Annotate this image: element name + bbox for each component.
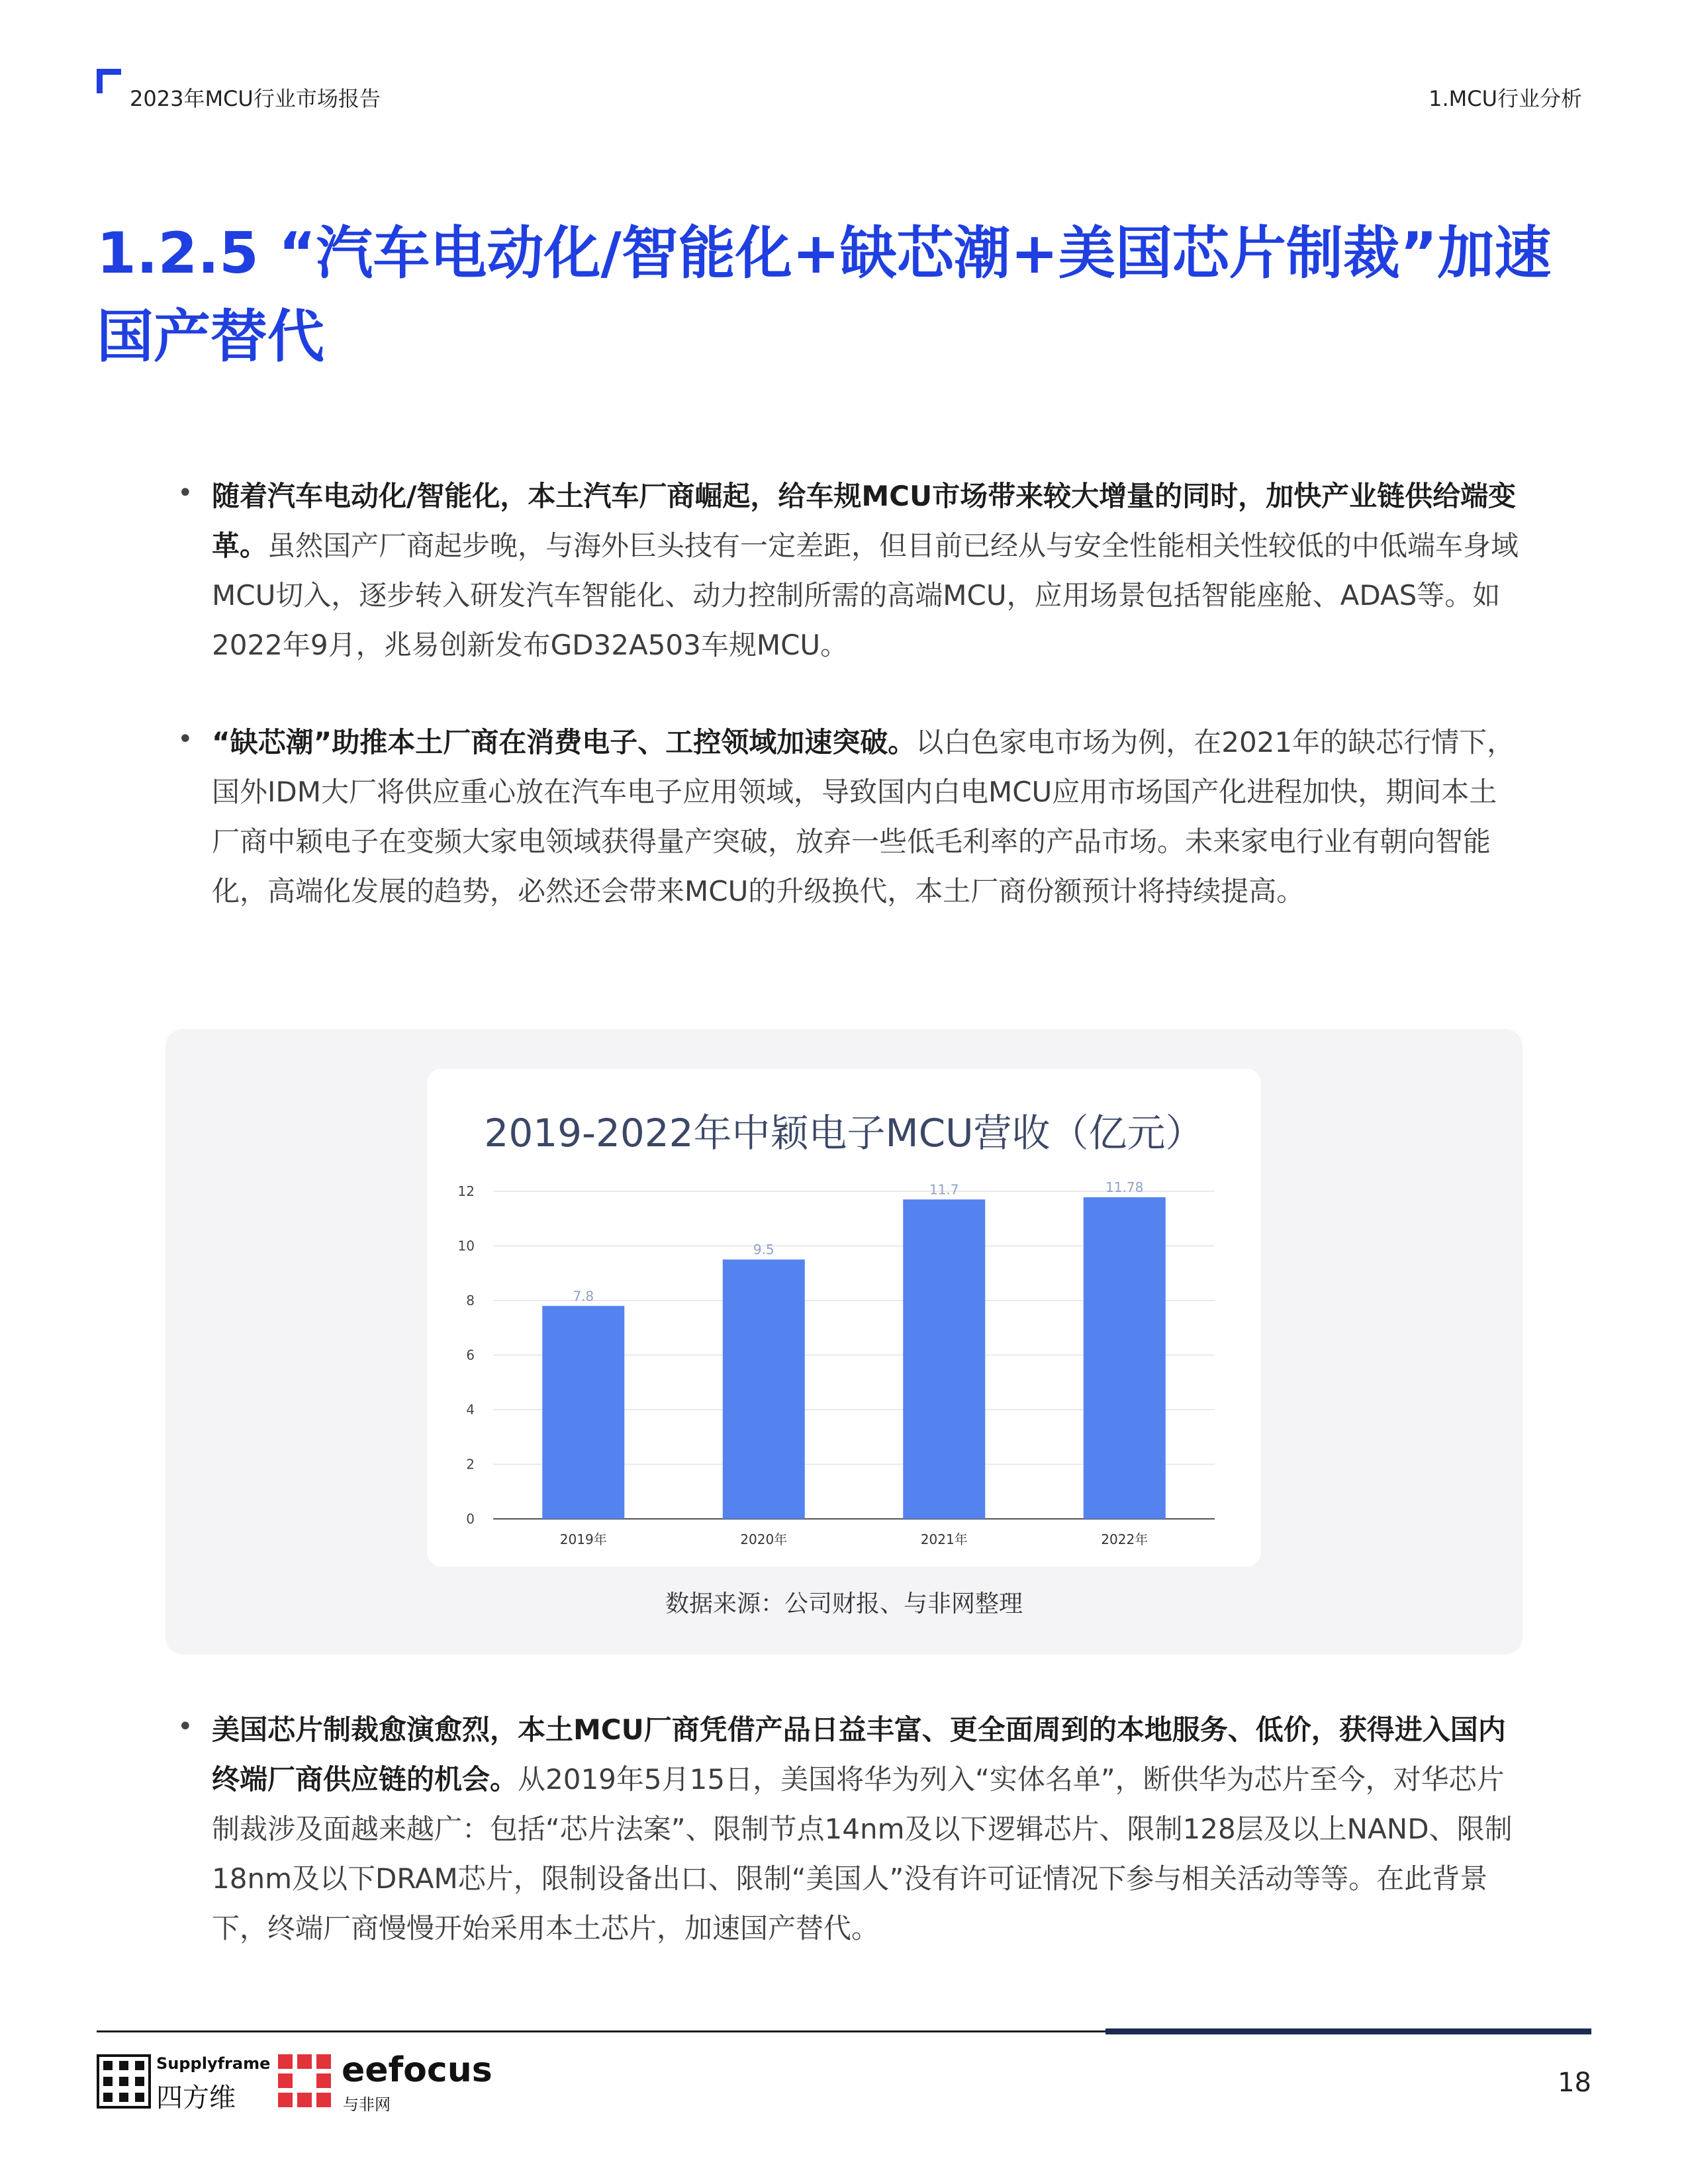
section-title: 1.2.5 “汽车电动化/智能化+缺芯潮+美国芯片制裁”加速国产替代 <box>97 220 1552 370</box>
eefocus-logo-icon <box>278 2054 331 2107</box>
paragraph-1-body: 虽然国产厂商起步晚，与海外巨头技有一定差距，但目前已经从与安全性能相关性较低的中低端车身域MCU切入，逐步转入研发汽车智能化、动力控制所需的高端MCU，应用场景包括智能座舱、ADAS等。如2022年9月，兆易创新发布GD32A503车规MCU。 <box>212 529 1519 661</box>
bar <box>542 1306 624 1519</box>
x-tick-label: 2020年 <box>740 1531 788 1547</box>
data-source: 数据来源：公司财报、与非网整理 <box>665 1590 1023 1617</box>
paragraph-1 <box>212 471 1523 670</box>
paragraph-3-lead: 美国芯片制裁愈演愈烈，本土MCU厂商凭借产品日益丰富、更全面周到的本地服务、低价，获得进入国内终端厂商供应链的机会。 <box>212 1713 1506 1796</box>
y-tick-label: 2 <box>466 1456 475 1473</box>
page-number: 18 <box>1558 2068 1591 2098</box>
bar <box>723 1259 805 1519</box>
header-report-title: 2023年MCU行业市场报告 <box>130 86 381 111</box>
supplyframe-logo-icon <box>97 2054 151 2109</box>
paragraph-1-lead: 随着汽车电动化/智能化，本土汽车厂商崛起，给车规MCU市场带来较大增量的同时，加快产业链供给端变革。 <box>212 480 1517 562</box>
paragraph-2-body: 以白色家电市场为例，在2021年的缺芯行情下，国外IDM大厂将供应重心放在汽车电子应用领域，导致国内白电MCU应用市场国产化进程加快，期间本土厂商中颖电子在变频大家电领域获得量产突破，放弃一些低毛利率的产品市场。未来家电行业有朝向智能化，高端化发展的趋势，必然还会带来MCU的升级换代，本土厂商份额预计将持续提高。 <box>212 726 1515 907</box>
data-label: 9.5 <box>753 1242 774 1258</box>
bullet-dot: • <box>177 478 193 508</box>
x-tick-label: 2022年 <box>1101 1531 1149 1547</box>
data-label: 7.8 <box>573 1288 594 1304</box>
data-label: 11.7 <box>929 1181 959 1198</box>
bar <box>1084 1197 1166 1519</box>
bar-chart <box>427 1069 1261 1567</box>
y-tick-label: 0 <box>466 1511 475 1527</box>
y-tick-label: 10 <box>457 1238 475 1254</box>
logo1-name-cn: 四方维 <box>156 2083 236 2113</box>
chart-card <box>427 1069 1261 1567</box>
y-tick-label: 12 <box>457 1183 475 1199</box>
logo1-name-en: Supplyframe <box>156 2054 271 2073</box>
paragraph-3-body: 从2019年5月15日，美国将华为列入“实体名单”，断供华为芯片至今，对华芯片制裁涉及面越来越广：包括“芯片法案”、限制节点14nm及以下逻辑芯片、限制128层及以上NAND、限制18nm及以下DRAM芯片，限制设备出口、限制“美国人”没有许可证情况下参与相关活动等等。在此背景下，终端厂商慢慢开始采用本土芯片，加速国产替代。 <box>212 1763 1513 1944</box>
paragraph-3 <box>212 1705 1523 1953</box>
chart-title: 2019-2022年中颖电子MCU营收（亿元） <box>484 1111 1204 1156</box>
y-tick-label: 6 <box>466 1347 475 1363</box>
logo2-name-en: eefocus <box>342 2050 492 2090</box>
chart-panel <box>165 1029 1523 1655</box>
bullet-dot: • <box>177 1711 193 1742</box>
header-section: 1.MCU行业分析 <box>1429 86 1582 111</box>
logo2-name-cn: 与非网 <box>343 2095 391 2114</box>
bar <box>903 1199 985 1519</box>
bullet-dot: • <box>177 724 193 754</box>
paragraph-2 <box>212 717 1523 916</box>
footer-divider-accent <box>1105 2028 1591 2034</box>
y-tick-label: 4 <box>466 1402 475 1418</box>
paragraph-2-lead: “缺芯潮”助推本土厂商在消费电子、工控领域加速突破。 <box>212 726 916 758</box>
y-tick-label: 8 <box>466 1293 475 1308</box>
x-tick-label: 2021年 <box>920 1531 968 1547</box>
x-tick-label: 2019年 <box>559 1531 607 1547</box>
corner-mark <box>97 69 121 93</box>
data-label: 11.78 <box>1105 1179 1144 1196</box>
